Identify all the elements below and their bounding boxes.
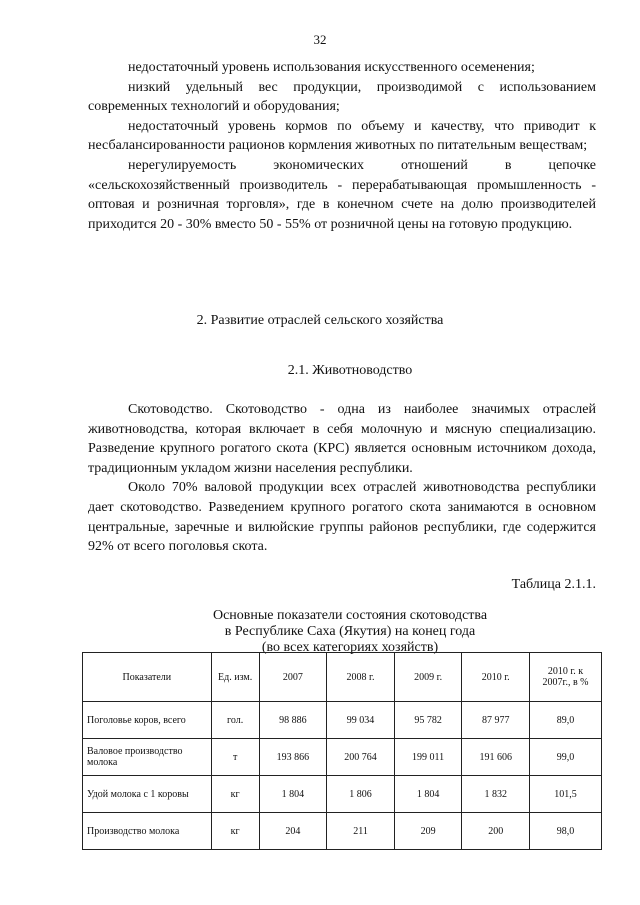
value-cell: 200 [462,813,530,850]
value-cell: 211 [327,813,395,850]
value-cell: 191 606 [462,739,530,776]
value-cell: 1 832 [462,776,530,813]
section-heading: 2. Развитие отраслей сельского хозяйства [196,313,444,328]
paragraph: Скотоводство. Скотоводство - одна из наиболее значимых отраслей животноводства, которая включает в себя молочную и мясную специализацию. Разведение крупного рогатого скота (КРС) является основным источником дохода, традиционным укладом жизни населения республики. [88,402,596,476]
paragraph: недостаточный уровень использования искусственного осеменения; [128,60,535,75]
value-cell: 193 866 [259,739,327,776]
value-cell: 199 011 [394,739,462,776]
table-title-line: в Республике Саха (Якутия) на конец года [224,624,476,639]
value-cell: 1 804 [394,776,462,813]
unit-cell: т [211,739,259,776]
header-cell: 2008 г. [327,653,395,702]
header-cell: Ед. изм. [211,653,259,702]
paragraph: низкий удельный вес продукции, производимой с использованием современных технологий и оборудования; [88,79,596,115]
cattle-indicators-table [82,652,602,850]
table-title-line: (во всех категориях хозяйств) [261,640,439,655]
paragraph: недостаточный уровень кормов по объему и качеству, что приводит к несбалансированности рационов кормления животных по питательным веществам; [88,118,596,154]
table-label: Таблица 2.1.1. [511,577,596,592]
value-cell: 1 806 [327,776,395,813]
value-cell: 89,0 [530,702,602,739]
text-block-issues [88,58,596,234]
subsection-heading: 2.1. Животноводство [287,363,413,378]
unit-cell: кг [211,813,259,850]
value-cell: 200 764 [327,739,395,776]
header-cell: 2010 г. к 2007г., в % [530,653,602,702]
row-label: Удой молока с 1 коровы [83,776,212,813]
table-title [30,608,640,656]
table-row [83,776,602,813]
header-cell: Показатели [83,653,212,702]
table-row [83,813,602,850]
page-number: 32 [313,32,327,47]
table-title-line: Основные показатели состояния скотоводства [212,608,488,623]
text-block-livestock [88,400,596,557]
paragraph: Около 70% валовой продукции всех отраслей животноводства республики дает скотоводство. Разведением крупного рогатого скота занимаются в основном центральные, заречные и вилюйские группы районов республики, где содержится 92% от всего поголовья скота. [88,480,596,555]
value-cell: 99,0 [530,739,602,776]
header-cell: 2010 г. [462,653,530,702]
value-cell: 87 977 [462,702,530,739]
header-cell: 2007 [259,653,327,702]
table-row [83,702,602,739]
value-cell: 95 782 [394,702,462,739]
unit-cell: гол. [211,702,259,739]
row-label: Валовое производство молока [83,739,212,776]
table-row [83,739,602,776]
value-cell: 209 [394,813,462,850]
header-cell: 2009 г. [394,653,462,702]
paragraph: нерегулируемость экономических отношений в цепочке «сельскохозяйственный производитель - перерабатывающая промышленность - оптовая и розничная торговля», где в конечном счете на долю производителей приходится 20 - 30% вместо 50 - 55% от розничной цены на готовую продукцию. [88,157,596,232]
row-label: Поголовье коров, всего [83,702,212,739]
value-cell: 204 [259,813,327,850]
value-cell: 98 886 [259,702,327,739]
value-cell: 99 034 [327,702,395,739]
value-cell: 1 804 [259,776,327,813]
value-cell: 101,5 [530,776,602,813]
unit-cell: кг [211,776,259,813]
value-cell: 98,0 [530,813,602,850]
table-header-row [83,653,602,702]
row-label: Производство молока [83,813,212,850]
